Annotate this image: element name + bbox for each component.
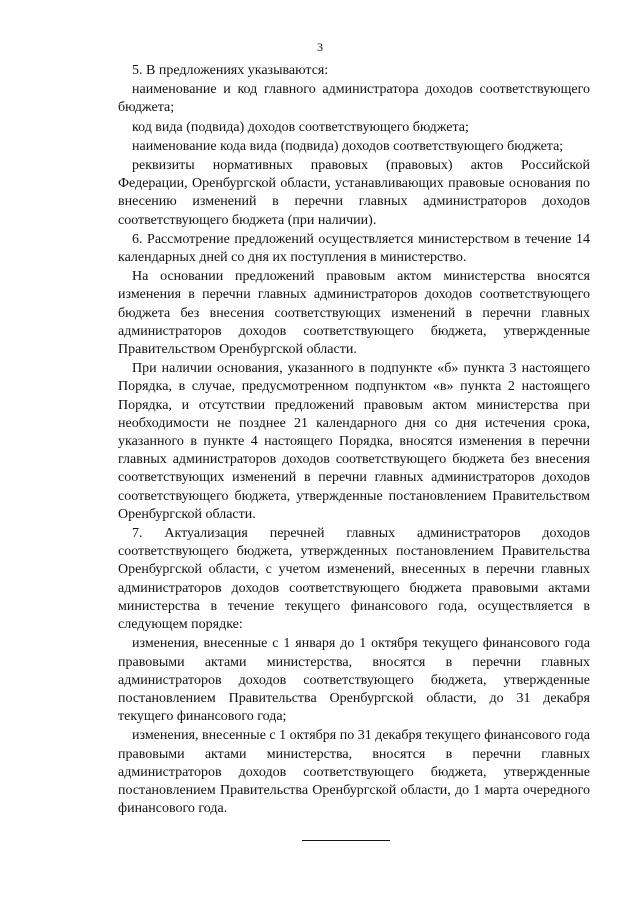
paragraph: На основании предложений правовым актом министерства вносятся изменения в перечни главных администраторов доходов соответствующего бюджета без внесения соответствующих изменений в перечни главных администраторов доходов соответствующего бюджета, утвержденные Правительством Оренбургской области. [118, 269, 590, 358]
paragraph-list-item: наименование и код главного администратора доходов соответствующего бюджета; [118, 82, 590, 116]
page-number: 3 [317, 40, 323, 54]
paragraph-list-item: наименование кода вида (подвида) доходов соответствующего бюджета; [132, 138, 564, 154]
closing-divider [302, 840, 390, 841]
paragraph-item-6: 6. Рассмотрение предложений осуществляется министерством в течение 14 календарных дней со дня их поступления в министерство. [118, 231, 590, 266]
paragraph-item-7: 7. Актуализация перечней главных администраторов доходов соответствующего бюджета, утвержденных постановлением Правительства Оренбургской области, с учетом изменений, внесенных в перечни главных администраторов доходов соответствующего бюджета правовыми актами министерства в течение текущего финансового года, осуществляется в следующем порядке: [118, 526, 590, 633]
paragraph-list-item: изменения, внесенные с 1 января до 1 октября текущего финансового года правовыми актами министерства, вносятся в перечни главных администраторов доходов соответствующего бюджета, утвержденные постановлением Правительства Оренбургской области, до 31 декабря текущего финансового года; [118, 636, 590, 725]
paragraph-list-item: код вида (подвида) доходов соответствующего бюджета; [132, 119, 469, 135]
document-body [118, 62, 590, 818]
paragraph-list-item: реквизиты нормативных правовых (правовых) актов Российской Федерации, Оренбургской области, устанавливающих правовые основания по внесению изменений в перечни главных администраторов доходов соответствующего бюджета (при наличии). [118, 158, 590, 228]
paragraph-item-5-heading: 5. В предложениях указываются: [132, 63, 329, 78]
paragraph: При наличии основания, указанного в подпункте «б» пункта 3 настоящего Порядка, в случае, предусмотренном подпунктом «в» пункта 2 настоящего Порядка, и отсутствии предложений правовым актом министерства при необходимости не позднее 21 календарного дня со дня истечения срока, указанного в пункте 4 настоящего Порядка, вносятся изменения в перечни главных администраторов доходов соответствующего бюджета без внесения соответствующих изменений в перечни главных администраторов доходов соответствующего бюджета, утвержденные постановлением Правительством Оренбургской области. [118, 361, 590, 522]
paragraph-list-item: изменения, внесенные с 1 октября по 31 декабря текущего финансового года правовыми актами министерства, вносятся в перечни главных администраторов доходов соответствующего бюджета, утвержденные постановлением Правительства Оренбургской области, до 1 марта очередного финансового года. [118, 728, 590, 817]
